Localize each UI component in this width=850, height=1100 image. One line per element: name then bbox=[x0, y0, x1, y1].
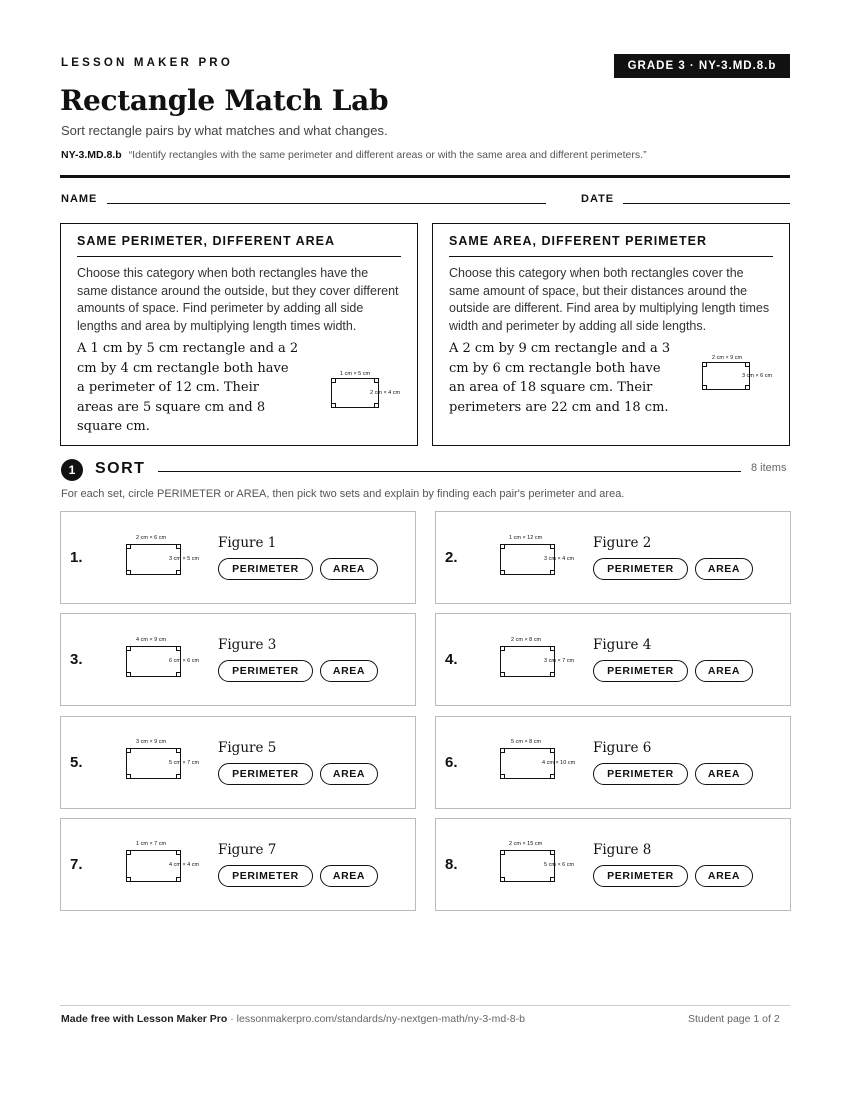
perimeter-choice[interactable]: PERIMETER bbox=[593, 660, 688, 682]
figure-top-label: 2 cm × 8 cm bbox=[511, 637, 542, 643]
section-item-count: 8 items bbox=[751, 462, 787, 474]
footer-made-with: Made free with Lesson Maker Pro bbox=[61, 1013, 228, 1025]
brand-name: LESSON MAKER PRO bbox=[61, 57, 233, 69]
figure-top-label: 1 cm × 5 cm bbox=[340, 371, 371, 377]
item-card-2 bbox=[435, 511, 791, 604]
item-card-1 bbox=[60, 511, 416, 604]
figure-side-label: 3 cm × 7 cm bbox=[544, 658, 575, 664]
figure-side-label: 4 cm × 10 cm bbox=[542, 760, 576, 766]
item-number: 5. bbox=[70, 754, 83, 771]
item-card-6 bbox=[435, 716, 791, 809]
grade-badge: GRADE 3 · NY-3.MD.8.b bbox=[614, 54, 790, 78]
info-box-example: A 2 cm by 9 cm rectangle and a 3 cm by 6 cm rectangle both have an area of 18 square cm. Their perimeters are 22 cm and 18 cm. bbox=[449, 341, 671, 415]
figure-top-label: 5 cm × 8 cm bbox=[511, 739, 542, 745]
item-number: 6. bbox=[445, 754, 458, 771]
figure-side-label: 5 cm × 7 cm bbox=[169, 760, 200, 766]
info-box-title: SAME AREA, DIFFERENT PERIMETER bbox=[449, 234, 773, 257]
header-divider bbox=[60, 175, 790, 178]
name-label: NAME bbox=[61, 193, 98, 205]
figure-top-label: 1 cm × 7 cm bbox=[136, 841, 167, 847]
date-label: DATE bbox=[581, 193, 615, 205]
footer-url[interactable]: · lessonmakerpro.com/standards/ny-nextgen-math/ny-3-md-8-b bbox=[227, 1013, 525, 1025]
perimeter-choice[interactable]: PERIMETER bbox=[218, 763, 313, 785]
figure-side-label: 6 cm × 6 cm bbox=[169, 658, 200, 664]
footer-divider bbox=[60, 1005, 790, 1006]
figure-side-label: 3 cm × 6 cm bbox=[742, 373, 773, 379]
section-divider bbox=[158, 471, 741, 472]
date-field-line[interactable] bbox=[623, 203, 790, 204]
item-number: 4. bbox=[445, 651, 458, 668]
area-choice[interactable]: AREA bbox=[320, 865, 378, 887]
figure-top-label: 2 cm × 9 cm bbox=[712, 355, 743, 361]
area-choice[interactable]: AREA bbox=[695, 763, 753, 785]
figure-label: Figure 6 bbox=[593, 740, 652, 756]
section-title: SORT bbox=[95, 460, 146, 477]
perimeter-choice[interactable]: PERIMETER bbox=[218, 865, 313, 887]
info-box-description: Choose this category when both rectangles cover the same amount of space, but their distances around the outside are different. Find area by multiplying length times width and perimeter by adding all side lengths. bbox=[449, 266, 770, 333]
item-number: 2. bbox=[445, 549, 458, 566]
item-number: 7. bbox=[70, 856, 83, 873]
figure-side-label: 3 cm × 5 cm bbox=[169, 556, 200, 562]
area-choice[interactable]: AREA bbox=[320, 763, 378, 785]
figure-top-label: 4 cm × 9 cm bbox=[136, 637, 167, 643]
section-instructions: For each set, circle PERIMETER or AREA, then pick two sets and explain by finding each pair's perimeter and area. bbox=[61, 488, 625, 500]
standard-code: NY-3.MD.8.b bbox=[61, 149, 122, 161]
figure-label: Figure 2 bbox=[593, 535, 652, 551]
area-choice[interactable]: AREA bbox=[320, 558, 378, 580]
area-choice[interactable]: AREA bbox=[320, 660, 378, 682]
item-card-3 bbox=[60, 613, 416, 706]
page-subtitle: Sort rectangle pairs by what matches and what changes. bbox=[61, 123, 388, 138]
footer-credit bbox=[61, 1013, 525, 1025]
item-number: 3. bbox=[70, 651, 83, 668]
figure-label: Figure 1 bbox=[218, 535, 277, 551]
standard-text: “Identify rectangles with the same perimeter and different areas or with the same area and different perimeters.” bbox=[128, 149, 647, 161]
figure-side-label: 3 cm × 4 cm bbox=[544, 556, 575, 562]
item-card-4 bbox=[435, 613, 791, 706]
info-box-description: Choose this category when both rectangles have the same distance around the outside, but they cover different amounts of space. Find perimeter by adding all side lengths and area by multiplying length times width. bbox=[77, 266, 399, 333]
figure-label: Figure 8 bbox=[593, 842, 652, 858]
item-card-5 bbox=[60, 716, 416, 809]
item-number: 1. bbox=[70, 549, 83, 566]
figure-label: Figure 3 bbox=[218, 637, 277, 653]
section-number-badge: 1 bbox=[61, 459, 83, 481]
standard-statement bbox=[61, 149, 647, 161]
item-card-7 bbox=[60, 818, 416, 911]
info-box-example: A 1 cm by 5 cm rectangle and a 2 cm by 4 cm rectangle both have a perimeter of 12 cm. Their areas are 5 square cm and 8 square cm. bbox=[77, 341, 299, 434]
figure-label: Figure 7 bbox=[218, 842, 277, 858]
figure-label: Figure 5 bbox=[218, 740, 277, 756]
item-number: 8. bbox=[445, 856, 458, 873]
item-card-8 bbox=[435, 818, 791, 911]
info-box-same-area bbox=[432, 223, 790, 446]
page-indicator: Student page 1 of 2 bbox=[688, 1013, 780, 1025]
perimeter-choice[interactable]: PERIMETER bbox=[218, 558, 313, 580]
figure-top-label: 2 cm × 6 cm bbox=[136, 535, 167, 541]
figure-top-label: 3 cm × 9 cm bbox=[136, 739, 167, 745]
perimeter-choice[interactable]: PERIMETER bbox=[593, 763, 688, 785]
figure-side-label: 5 cm × 6 cm bbox=[544, 862, 575, 868]
info-box-title: SAME PERIMETER, DIFFERENT AREA bbox=[77, 234, 401, 257]
perimeter-choice[interactable]: PERIMETER bbox=[593, 865, 688, 887]
perimeter-choice[interactable]: PERIMETER bbox=[593, 558, 688, 580]
name-field-line[interactable] bbox=[107, 203, 546, 204]
area-choice[interactable]: AREA bbox=[695, 558, 753, 580]
perimeter-choice[interactable]: PERIMETER bbox=[218, 660, 313, 682]
page-title: Rectangle Match Lab bbox=[60, 84, 389, 117]
figure-side-label: 2 cm × 4 cm bbox=[370, 390, 401, 396]
figure-label: Figure 4 bbox=[593, 637, 652, 653]
figure-side-label: 4 cm × 4 cm bbox=[169, 862, 200, 868]
info-box-same-perimeter bbox=[60, 223, 418, 446]
figure-top-label: 2 cm × 15 cm bbox=[509, 841, 543, 847]
area-choice[interactable]: AREA bbox=[695, 865, 753, 887]
figure-top-label: 1 cm × 12 cm bbox=[509, 535, 543, 541]
area-choice[interactable]: AREA bbox=[695, 660, 753, 682]
